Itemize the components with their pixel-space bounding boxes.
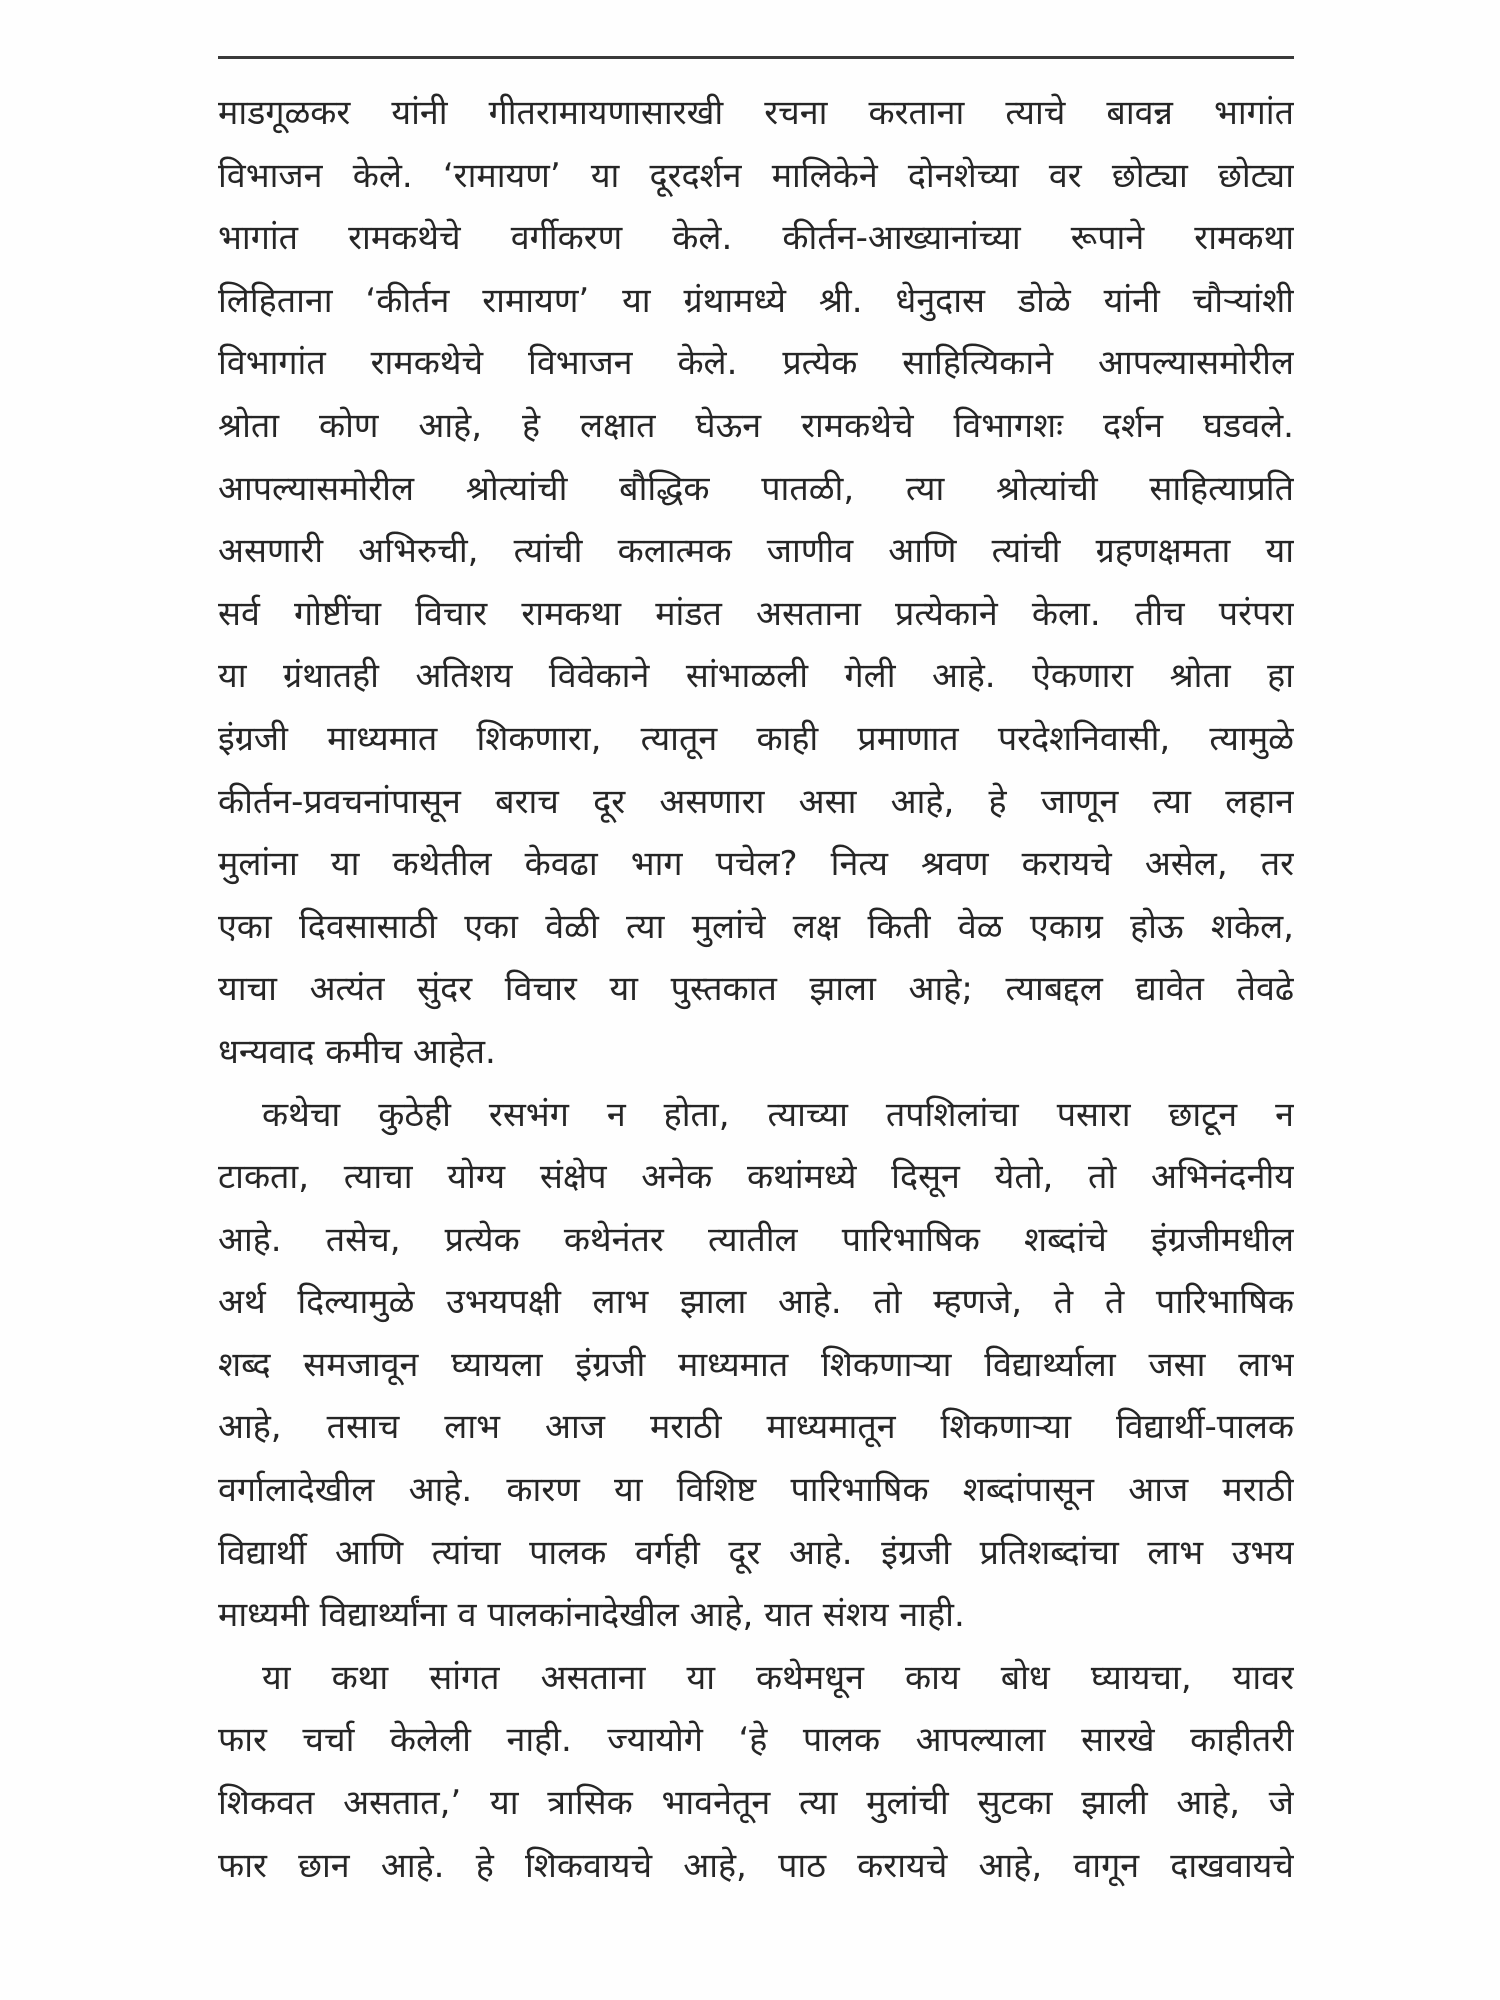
text-line: माध्यमी विद्यार्थ्यांना व पालकांनादेखील आहे, यात संशय नाही. [218, 1595, 965, 1636]
text-line: मुलांना या कथेतील केवढा भाग पचेल? नित्य श्रवण करायचे असेल, तर [218, 844, 1294, 885]
header-rule [218, 56, 1294, 59]
text-line: फार छान आहे. हे शिकवायचे आहे, पाठ करायचे आहे, वागून दाखवायचे [218, 1845, 1294, 1886]
text-line: आहे, तसाच लाभ आज मराठी माध्यमातून शिकणाऱ्या विद्यार्थी-पालक [218, 1407, 1294, 1448]
text-line: असणारी अभिरुची, त्यांची कलात्मक जाणीव आणि त्यांची ग्रहणक्षमता या [218, 531, 1294, 572]
text-line: टाकता, त्याचा योग्य संक्षेप अनेक कथांमध्ये दिसून येतो, तो अभिनंदनीय [218, 1157, 1294, 1198]
text-line: आहे. तसेच, प्रत्येक कथेनंतर त्यातील पारिभाषिक शब्दांचे इंग्रजीमधील [218, 1219, 1294, 1260]
text-line: आपल्यासमोरील श्रोत्यांची बौद्धिक पातळी, त्या श्रोत्यांची साहित्याप्रति [218, 468, 1294, 509]
text-line: वर्गालादेखील आहे. कारण या विशिष्ट पारिभाषिक शब्दांपासून आज मराठी [218, 1470, 1294, 1511]
paragraph-3 [218, 1647, 1294, 1897]
text-line: श्रोता कोण आहे, हे लक्षात घेऊन रामकथेचे विभागशः दर्शन घडवले. [218, 405, 1294, 446]
text-line: विभाजन केले. ‘रामायण’ या दूरदर्शन मालिकेने दोनशेच्या वर छोट्या छोट्या [218, 155, 1294, 196]
text-line: सर्व गोष्टींचा विचार रामकथा मांडत असताना प्रत्येकाने केला. तीच परंपरा [218, 593, 1294, 634]
paragraph-2 [218, 1084, 1294, 1647]
text-line: शिकवत असतात,’ या त्रासिक भावनेतून त्या मुलांची सुटका झाली आहे, जे [218, 1783, 1294, 1824]
text-line: अर्थ दिल्यामुळे उभयपक्षी लाभ झाला आहे. तो म्हणजे, ते ते पारिभाषिक [218, 1282, 1294, 1323]
paragraph-1 [218, 82, 1294, 1084]
text-line: शब्द समजावून घ्यायला इंग्रजी माध्यमात शिकणाऱ्या विद्यार्थ्याला जसा लाभ [218, 1344, 1294, 1385]
text-line: फार चर्चा केलेली नाही. ज्यायोगे ‘हे पालक आपल्याला सारखे काहीतरी [218, 1720, 1294, 1761]
text-line: याचा अत्यंत सुंदर विचार या पुस्तकात झाला आहे; त्याबद्दल द्यावेत तेवढे [218, 969, 1294, 1010]
text-line: कीर्तन-प्रवचनांपासून बराच दूर असणारा असा आहे, हे जाणून त्या लहान [218, 781, 1294, 822]
text-line: लिहिताना ‘कीर्तन रामायण’ या ग्रंथामध्ये श्री. धेनुदास डोळे यांनी चौऱ्यांशी [218, 280, 1294, 321]
text-line: या ग्रंथातही अतिशय विवेकाने सांभाळली गेली आहे. ऐकणारा श्रोता हा [218, 656, 1294, 697]
body-text [218, 82, 1294, 1897]
text-line: माडगूळकर यांनी गीतरामायणासारखी रचना करताना त्याचे बावन्न भागांत [218, 93, 1294, 133]
text-line: या कथा सांगत असताना या कथेमधून काय बोध घ्यायचा, यावर [262, 1657, 1294, 1698]
text-line: इंग्रजी माध्यमात शिकणारा, त्यातून काही प्रमाणात परदेशनिवासी, त्यामुळे [218, 718, 1294, 759]
text-line: विद्यार्थी आणि त्यांचा पालक वर्गही दूर आहे. इंग्रजी प्रतिशब्दांचा लाभ उभय [218, 1532, 1294, 1573]
text-line: एका दिवसासाठी एका वेळी त्या मुलांचे लक्ष किती वेळ एकाग्र होऊ शकेल, [218, 906, 1294, 947]
text-line: कथेचा कुठेही रसभंग न होता, त्याच्या तपशिलांचा पसारा छाटून न [262, 1094, 1294, 1135]
text-line: विभागांत रामकथेचे विभाजन केले. प्रत्येक साहित्यिकाने आपल्यासमोरील [218, 343, 1294, 384]
text-line: भागांत रामकथेचे वर्गीकरण केले. कीर्तन-आख्यानांच्या रूपाने रामकथा [218, 218, 1294, 259]
text-line: धन्यवाद कमीच आहेत. [218, 1031, 496, 1072]
